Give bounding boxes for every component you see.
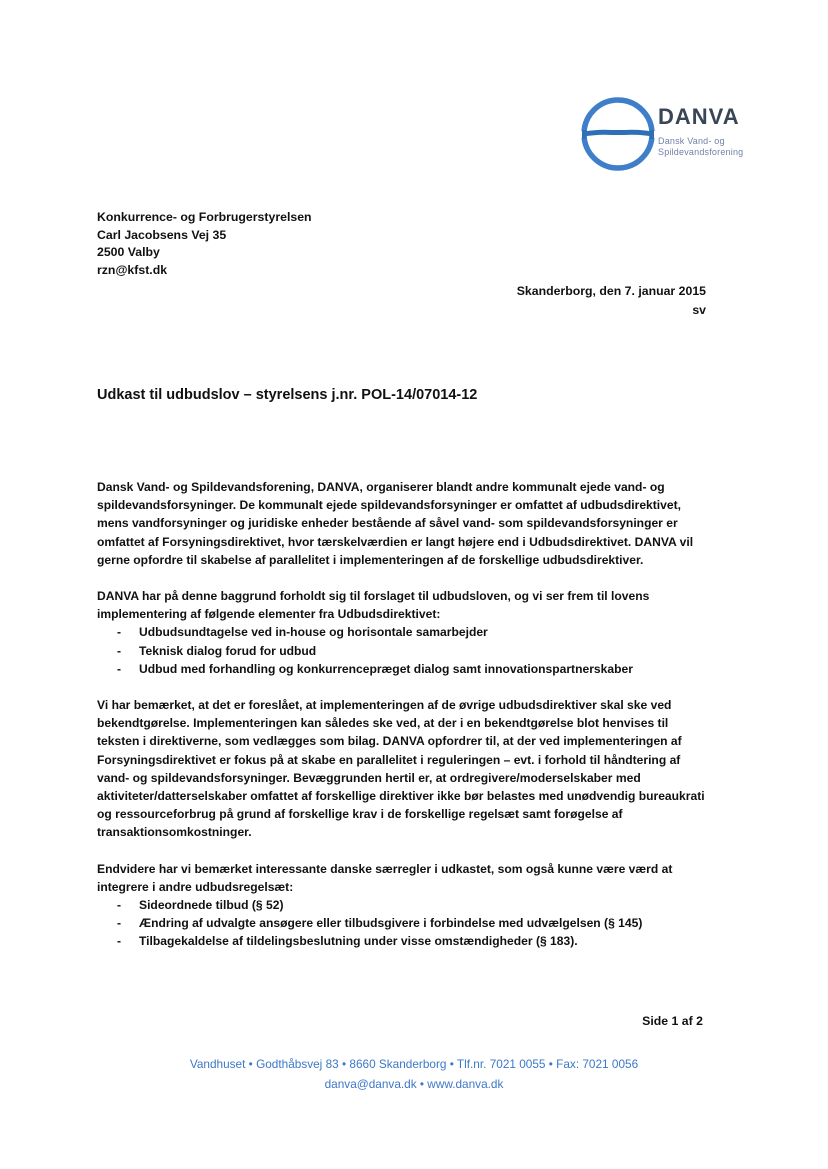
paragraph: DANVA har på denne baggrund forholdt sig til forslaget til udbudsloven, og vi ser frem til lovens implementering af følgende elementer fra Udbudsdirektivet: bbox=[97, 589, 650, 622]
list-item: - Tilbagekaldelse af tildelingsbeslutning under visse omstændigheder (§ 183). bbox=[97, 932, 707, 950]
footer-address: Vandhuset • Godthåbsvej 83 • 8660 Skanderborg • Tlf.nr. 7021 0055 • Fax: 7021 0056 bbox=[189, 1057, 639, 1071]
element-list bbox=[97, 623, 707, 678]
logo-subtitle-line1: Dansk Vand- og bbox=[658, 136, 725, 146]
list-item: - Udbud med forhandling og konkurrencepræget dialog samt innovationspartnerskaber bbox=[97, 660, 707, 678]
paragraph: Dansk Vand- og Spildevandsforening, DANVA, organiserer blandt andre kommunalt ejede vand- og spildevandsforsyninger. De kommunalt ejede spildevandsforsyninger er omfattet af udbudsdirektivet, mens vandforsyninger og juridiske enheder bestående af såvel vand- som spildevandsforsyninger er omfattet af Forsyningsdirektivet, hvor tærskelværdien er langt højere end i Udbudsdirektivet. DANVA vil gerne opfordre til skabelse af parallelitet i implementeringen af de forskellige udbudsdirektiver. bbox=[97, 480, 694, 567]
logo-name: DANVA bbox=[658, 104, 740, 129]
recipient-address bbox=[97, 209, 312, 279]
place-date: Skanderborg, den 7. januar 2015 bbox=[516, 284, 706, 298]
footer-contact[interactable]: danva@danva.dk • www.danva.dk bbox=[324, 1077, 504, 1091]
list-item: - Teknisk dialog forud for udbud bbox=[97, 642, 707, 660]
danva-logo bbox=[578, 90, 778, 180]
recipient-line: 2500 Valby bbox=[97, 245, 160, 259]
list-bullet: - bbox=[117, 934, 122, 949]
paragraph: Vi har bemærket, at det er foreslået, at implementeringen af de øvrige udbudsdirektiver skal ske ved bekendtgørelse. Implementeringen kan således ske ved, at der i en bekendtgørelse blot henvises til teksten i direktiverne, som vedlægges som bilag. DANVA opfordrer til, at der ved implementeringen af Forsyningsdirektivet er fokus på at skabe en parallelitet i reguleringen – evt. i forhold til håndtering af vand- og spildevandsforsyninger. Bevæggrunden hertil er, at ordregivere/moderselskaber med aktiviteter/datterselskaber omfattet af forskellige direktiver ikke bør belastes med unødvendig bureaukrati og ressourceforbrug på grund af forskellige krav i de forskellige regelsæt samt forøgelse af transaktionsomkostninger. bbox=[97, 698, 705, 840]
recipient-line: Carl Jacobsens Vej 35 bbox=[97, 227, 227, 242]
list-item: - Udbudsundtagelse ved in-house og horisontale samarbejder bbox=[97, 623, 707, 641]
initials: sv bbox=[692, 303, 706, 317]
list-bullet: - bbox=[117, 898, 122, 913]
list-item: - Sideordnede tilbud (§ 52) bbox=[97, 896, 707, 914]
recipient-email: rzn@kfst.dk bbox=[97, 262, 168, 277]
paragraph: Endvidere har vi bemærket interessante danske særregler i udkastet, som også kunne være værd at integrere i andre udbudsregelsæt: bbox=[97, 861, 673, 894]
letter-body bbox=[97, 478, 707, 969]
special-rules-list bbox=[97, 896, 707, 951]
list-bullet: - bbox=[117, 625, 122, 640]
letter-subject: Udkast til udbudslov – styrelsens j.nr. POL-14/07014-12 bbox=[97, 387, 478, 403]
letter-meta bbox=[517, 282, 706, 320]
list-bullet: - bbox=[117, 916, 122, 931]
page-number: Side 1 af 2 bbox=[642, 1014, 703, 1028]
logo-subtitle-line2: Spildevandsforening bbox=[658, 147, 744, 157]
list-item: - Ændring af udvalgte ansøgere eller tilbudsgivere i forbindelse med udvælgelsen (§ 145) bbox=[97, 914, 707, 932]
recipient-line: Konkurrence- og Forbrugerstyrelsen bbox=[97, 210, 312, 224]
list-bullet: - bbox=[117, 643, 122, 658]
list-bullet: - bbox=[117, 661, 122, 676]
danva-emblem-icon bbox=[578, 90, 658, 180]
